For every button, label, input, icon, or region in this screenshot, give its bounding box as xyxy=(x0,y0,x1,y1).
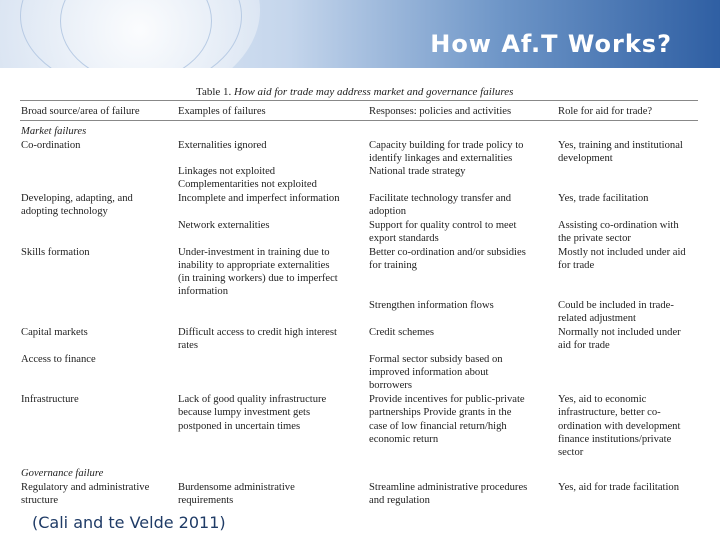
cell-aid-role: Normally not included under xyxy=(558,327,681,338)
cell-failure-area: Infrastructure xyxy=(21,394,79,405)
table-top-rule xyxy=(20,100,698,101)
source-citation: (Cali and te Velde 2011) xyxy=(32,513,226,532)
cell-examples: information xyxy=(178,286,229,297)
cell-responses: adoption xyxy=(369,206,407,217)
section-heading-market-failures: Market failures xyxy=(21,126,87,137)
cell-aid-role: aid for trade xyxy=(558,340,610,351)
table-caption xyxy=(196,86,513,98)
table-label: Table 1. xyxy=(196,86,232,98)
cell-responses: Support for quality control to meet xyxy=(369,220,517,231)
cell-examples: Complementarities not exploited xyxy=(178,179,317,190)
cell-aid-role: finance institutions/private xyxy=(558,434,672,445)
globe-graphic-line xyxy=(60,0,212,68)
cell-aid-role: infrastructure, better co- xyxy=(558,407,661,418)
cell-failure-area: Capital markets xyxy=(21,327,88,338)
table-header-rule xyxy=(20,120,698,121)
cell-aid-role: Mostly not included under aid xyxy=(558,247,686,258)
cell-aid-role: for trade xyxy=(558,260,595,271)
cell-responses: National trade strategy xyxy=(369,166,466,177)
cell-failure-area: Developing, adapting, and xyxy=(21,193,133,204)
cell-examples: Lack of good quality infrastructure xyxy=(178,394,327,405)
cell-examples: Under-investment in training due to xyxy=(178,247,330,258)
cell-aid-role: Could be included in trade- xyxy=(558,300,674,311)
slide-title: How Af.T Works? xyxy=(430,30,672,58)
cell-responses: Provide incentives for public-private xyxy=(369,394,525,405)
cell-failure-area: Regulatory and administrative xyxy=(21,482,150,493)
cell-aid-role: development xyxy=(558,153,613,164)
cell-aid-role: related adjustment xyxy=(558,313,636,324)
cell-aid-role: the private sector xyxy=(558,233,631,244)
cell-responses: partnerships Provide grants in the xyxy=(369,407,512,418)
cell-examples: requirements xyxy=(178,495,234,506)
cell-responses: identify linkages and externalities xyxy=(369,153,513,164)
cell-aid-role: ordination with development xyxy=(558,421,681,432)
cell-examples: Incomplete and imperfect information xyxy=(178,193,340,204)
cell-aid-role: Yes, aid for trade facilitation xyxy=(558,482,680,493)
cell-responses: Strengthen information flows xyxy=(369,300,494,311)
cell-responses: case of low financial return/high xyxy=(369,421,507,432)
cell-responses: Facilitate technology transfer and xyxy=(369,193,512,204)
cell-responses: Better co-ordination and/or subsidies xyxy=(369,247,526,258)
cell-examples: inability to appropriate externalities xyxy=(178,260,330,271)
cell-aid-role: Yes, aid to economic xyxy=(558,394,647,405)
cell-examples: Burdensome administrative xyxy=(178,482,295,493)
source-citation-box xyxy=(22,508,262,536)
cell-responses: borrowers xyxy=(369,380,412,391)
cell-responses: Streamline administrative procedures xyxy=(369,482,528,493)
cell-failure-area: Skills formation xyxy=(21,247,90,258)
header-cell: Broad source/area of failure xyxy=(21,106,140,117)
cell-responses: and regulation xyxy=(369,495,430,506)
cell-responses: economic return xyxy=(369,434,439,445)
slide-header xyxy=(0,0,720,68)
cell-examples: Linkages not exploited xyxy=(178,166,276,177)
cell-aid-role: Yes, trade facilitation xyxy=(558,193,649,204)
cell-examples: Difficult access to credit high interest xyxy=(178,327,337,338)
cell-responses: improved information about xyxy=(369,367,489,378)
cell-responses: for training xyxy=(369,260,417,271)
cell-responses: Formal sector subsidy based on xyxy=(369,354,503,365)
section-heading-governance-failure: Governance failure xyxy=(21,468,104,479)
cell-examples: rates xyxy=(178,340,198,351)
cell-examples: (in training workers) due to imperfect xyxy=(178,273,338,284)
cell-failure-area: Access to finance xyxy=(21,354,96,365)
cell-examples: Network externalities xyxy=(178,220,270,231)
header-cell: Responses: policies and activities xyxy=(369,106,512,117)
cell-examples: Externalities ignored xyxy=(178,140,267,151)
cell-responses: Capacity building for trade policy to xyxy=(369,140,524,151)
header-cell: Examples of failures xyxy=(178,106,266,117)
cell-aid-role: sector xyxy=(558,447,584,458)
cell-aid-role: Yes, training and institutional xyxy=(558,140,683,151)
cell-failure-area: structure xyxy=(21,495,59,506)
cell-aid-role: Assisting co-ordination with xyxy=(558,220,679,231)
cell-responses: Credit schemes xyxy=(369,327,435,338)
cell-responses: export standards xyxy=(369,233,439,244)
header-cell: Role for aid for trade? xyxy=(558,106,653,117)
cell-examples: because lumpy investment gets xyxy=(178,407,311,418)
cell-failure-area: adopting technology xyxy=(21,206,108,217)
cell-examples: postponed in uncertain times xyxy=(178,421,301,432)
table-caption-text: How aid for trade may address market and governance failures xyxy=(234,86,514,98)
cell-failure-area: Co-ordination xyxy=(21,140,81,151)
